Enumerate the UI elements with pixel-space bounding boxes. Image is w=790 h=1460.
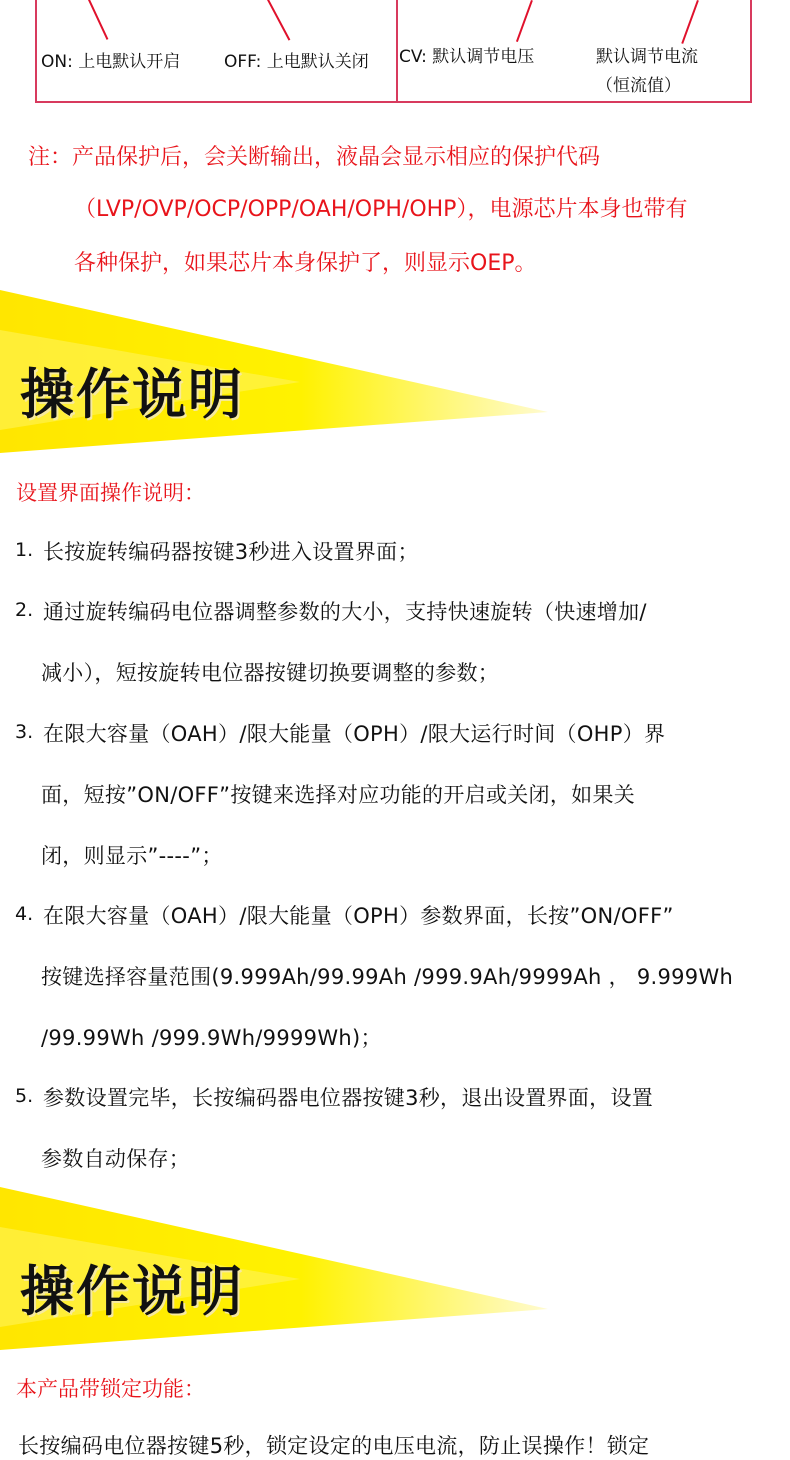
list-item-line: 在限大容量（OAH）/限大能量（OPH）参数界面，长按”ON/OFF” (43, 904, 674, 928)
section-subheading: 设置界面操作说明： (16, 481, 205, 505)
table-cell-cv: CV: 默认调节电压 (399, 47, 535, 67)
table-divider (396, 0, 398, 101)
note-line: 各种保护，如果芯片本身保护了，则显示OEP。 (74, 251, 537, 276)
section-banner (0, 290, 790, 465)
list-item-line: /99.99Wh /999.9Wh/9999Wh)； (41, 1026, 382, 1050)
list-number: 4. (15, 903, 34, 925)
table-cell-cc: （恒流值） (596, 76, 681, 96)
list-number: 3. (15, 721, 34, 743)
list-item-line: 长按旋转编码器按键3秒进入设置界面； (43, 540, 419, 564)
list-number: 2. (15, 599, 34, 621)
list-item-line: 减小），短按旋转电位器按键切换要调整的参数； (41, 661, 500, 685)
note-line: 注：产品保护后，会关断输出，液晶会显示相应的保护代码 (28, 145, 601, 170)
section-subheading: 本产品带锁定功能： (16, 1377, 205, 1401)
list-number: 1. (15, 539, 34, 561)
table-cell-on: ON: 上电默认开启 (41, 52, 181, 72)
list-number: 5. (15, 1085, 34, 1107)
list-item-line: 闭，则显示”----”； (41, 844, 223, 868)
table-cell-off: OFF: 上电默认关闭 (224, 52, 369, 72)
list-item-line: 按键选择容量范围(9.999Ah/99.99Ah /999.9Ah/9999Ah ， 9.999Wh (41, 965, 734, 989)
list-item-line: 在限大容量（OAH）/限大能量（OPH）/限大运行时间（OHP）界 (43, 722, 666, 746)
note-line: （LVP/OVP/OCP/OPP/OAH/OPH/OHP），电源芯片本身也带有 (74, 197, 688, 222)
body-line: 长按编码电位器按键5秒，锁定设定的电压电流，防止误操作！锁定 (18, 1434, 650, 1458)
section-title: 操作说明 (20, 1260, 244, 1323)
list-item-line: 面，短按”ON/OFF”按键来选择对应功能的开启或关闭，如果关 (41, 783, 636, 807)
section-title: 操作说明 (20, 363, 244, 426)
list-item-line: 通过旋转编码电位器调整参数的大小，支持快速旋转（快速增加/ (43, 600, 647, 624)
list-item-line: 参数设置完毕，长按编码器电位器按键3秒，退出设置界面，设置 (43, 1086, 654, 1110)
table-cell-current: 默认调节电流 (596, 47, 698, 67)
section-banner (0, 1187, 790, 1362)
list-item-line: 参数自动保存； (41, 1147, 191, 1171)
